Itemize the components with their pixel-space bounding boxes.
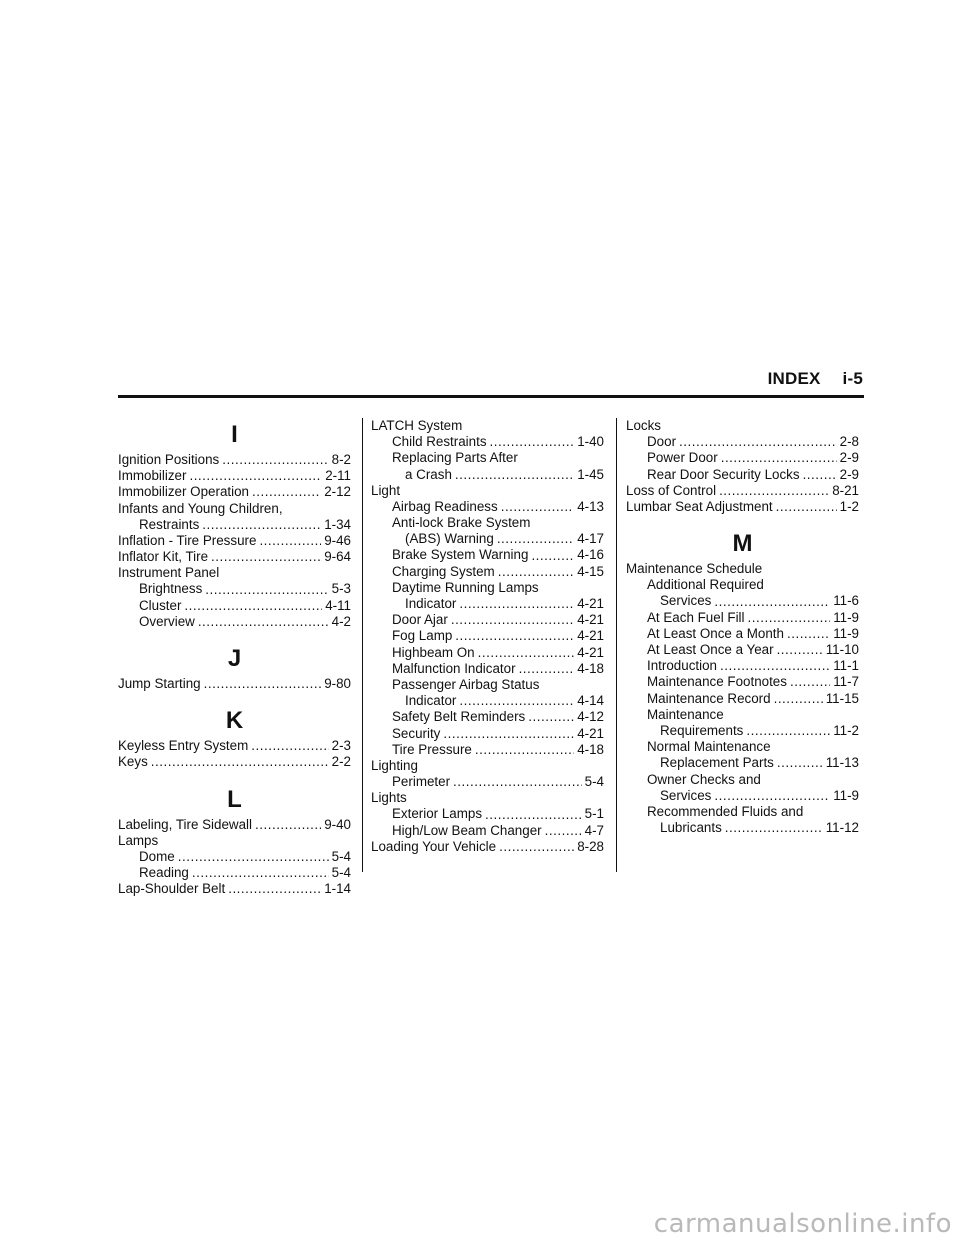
entry-page-ref: 11-7 — [833, 674, 859, 690]
index-entry — [371, 450, 604, 466]
header-title: INDEX — [767, 369, 821, 388]
entry-term: Light — [371, 482, 401, 498]
index-entry — [118, 501, 351, 517]
dot-leader — [453, 774, 582, 790]
entry-term: Introduction — [647, 658, 717, 674]
entry-page-ref: 11-9 — [833, 625, 859, 641]
index-entry — [626, 804, 859, 820]
index-entry — [371, 580, 604, 596]
dot-leader — [679, 434, 837, 450]
index-entry — [626, 674, 859, 690]
index-column-2 — [371, 418, 604, 855]
entry-term: Security — [392, 725, 441, 741]
dot-leader — [803, 467, 837, 483]
entry-term: Immobilizer — [118, 468, 187, 484]
index-entry — [118, 468, 351, 484]
section-spacer — [118, 692, 351, 704]
index-entry — [626, 418, 859, 434]
entry-page-ref: 1-45 — [577, 466, 604, 482]
dot-leader — [490, 434, 575, 450]
index-entry — [371, 661, 604, 677]
entry-page-ref: 9-80 — [324, 676, 351, 692]
entry-term: Keys — [118, 754, 148, 770]
section-letter: L — [227, 785, 242, 813]
entry-term: At Least Once a Year — [647, 642, 774, 658]
entry-term: Indicator — [405, 596, 457, 612]
dot-leader — [189, 468, 322, 484]
index-entry — [626, 467, 859, 483]
dot-leader — [184, 598, 322, 614]
dot-leader — [205, 582, 328, 598]
index-entry — [371, 483, 604, 499]
entry-term: Cluster — [139, 597, 182, 613]
index-entry — [626, 755, 859, 771]
entry-page-ref: 11-9 — [833, 609, 859, 625]
entry-term: Brightness — [139, 581, 203, 597]
entry-term: Requirements — [660, 722, 744, 738]
index-entry — [118, 833, 351, 849]
index-entry — [118, 676, 351, 692]
entry-term: Ignition Positions — [118, 451, 220, 467]
dot-leader — [204, 676, 322, 692]
entry-page-ref: 4-17 — [577, 531, 604, 547]
entry-term: Lap-Shoulder Belt — [118, 881, 226, 897]
index-entry — [118, 614, 351, 630]
index-column-1 — [118, 418, 351, 898]
index-entry — [118, 881, 351, 897]
dot-leader — [501, 499, 574, 515]
index-entry — [626, 658, 859, 674]
entry-term: Overview — [139, 613, 195, 629]
entry-term: LATCH System — [371, 417, 463, 433]
index-entry — [118, 549, 351, 565]
dot-leader — [774, 691, 823, 707]
dot-leader — [459, 596, 574, 612]
dot-leader — [777, 755, 823, 771]
index-entry — [371, 564, 604, 580]
dot-leader — [475, 742, 574, 758]
index-entry — [371, 467, 604, 483]
index-entry — [371, 774, 604, 790]
watermark-text: carmanualsonline.info — [653, 1209, 952, 1239]
entry-term: Labeling, Tire Sidewall — [118, 816, 252, 832]
entry-page-ref: 2-2 — [331, 754, 351, 770]
entry-page-ref: 5-3 — [331, 581, 351, 597]
entry-page-ref: 11-10 — [825, 642, 859, 658]
entry-term: Services — [660, 787, 712, 803]
entry-page-ref: 2-12 — [324, 484, 351, 500]
entry-page-ref: 4-11 — [325, 597, 351, 613]
index-entry — [371, 418, 604, 434]
section-letter: J — [227, 645, 242, 673]
entry-page-ref: 4-21 — [577, 596, 604, 612]
entry-page-ref: 4-16 — [577, 547, 604, 563]
index-column-3 — [626, 418, 859, 836]
entry-term: Loss of Control — [626, 482, 717, 498]
entry-page-ref: 4-7 — [584, 822, 604, 838]
dot-leader — [202, 517, 321, 533]
entry-term: Highbeam On — [392, 644, 475, 660]
index-entry — [626, 707, 859, 723]
entry-term: Rear Door Security Locks — [647, 466, 800, 482]
entry-page-ref: 11-9 — [833, 787, 859, 803]
dot-leader — [455, 467, 574, 483]
index-entry — [626, 642, 859, 658]
entry-page-ref: 9-46 — [324, 532, 351, 548]
index-entry — [371, 790, 604, 806]
index-entry — [371, 434, 604, 450]
index-entry — [118, 865, 351, 881]
entry-term: Safety Belt Reminders — [392, 709, 526, 725]
section-spacer — [626, 515, 859, 527]
entry-page-ref: 9-64 — [324, 549, 351, 565]
index-entry — [371, 807, 604, 823]
entry-term: Lumbar Seat Adjustment — [626, 498, 773, 514]
index-entry — [626, 739, 859, 755]
index-entry — [626, 577, 859, 593]
dot-leader — [251, 738, 328, 754]
index-entry — [371, 628, 604, 644]
entry-page-ref: 11-1 — [833, 658, 859, 674]
entry-page-ref: 4-18 — [577, 660, 604, 676]
index-entry — [118, 565, 351, 581]
entry-page-ref: 1-14 — [324, 881, 351, 897]
entry-term: Restraints — [139, 516, 200, 532]
dot-leader — [478, 645, 575, 661]
entry-page-ref: 11-15 — [825, 690, 859, 706]
entry-term: Locks — [626, 417, 661, 433]
index-entry — [371, 742, 604, 758]
dot-leader — [443, 726, 574, 742]
index-entry — [371, 823, 604, 839]
dot-leader — [192, 865, 329, 881]
entry-term: Replacing Parts After — [392, 450, 518, 466]
entry-term: Lighting — [371, 757, 418, 773]
entry-term: Dome — [139, 848, 175, 864]
index-entry — [118, 517, 351, 533]
entry-page-ref: 11-6 — [833, 593, 859, 609]
dot-leader — [748, 610, 831, 626]
entry-page-ref: 2-3 — [331, 738, 351, 754]
index-entry — [626, 594, 859, 610]
entry-page-ref: 1-40 — [577, 434, 604, 450]
entry-page-ref: 4-2 — [331, 613, 351, 629]
entry-term: Indicator — [405, 693, 457, 709]
entry-term: Tire Pressure — [392, 741, 472, 757]
index-entry — [626, 820, 859, 836]
dot-leader — [528, 709, 574, 725]
entry-term: Maintenance Record — [647, 690, 771, 706]
entry-page-ref: 5-4 — [331, 865, 351, 881]
dot-leader — [725, 820, 823, 836]
entry-term: Instrument Panel — [118, 565, 220, 581]
dot-leader — [531, 548, 574, 564]
index-entry — [371, 839, 604, 855]
entry-term: Inflation - Tire Pressure — [118, 532, 257, 548]
index-entry — [118, 452, 351, 468]
entry-term: Replacement Parts — [660, 755, 774, 771]
entry-page-ref: 2-9 — [839, 466, 859, 482]
entry-page-ref: 4-21 — [577, 612, 604, 628]
entry-term: a Crash — [405, 466, 452, 482]
index-entry — [626, 691, 859, 707]
index-entry — [626, 561, 859, 577]
index-entry — [626, 450, 859, 466]
index-entry — [626, 610, 859, 626]
entry-page-ref: 9-40 — [324, 816, 351, 832]
dot-leader — [455, 628, 574, 644]
entry-term: Lubricants — [660, 820, 722, 836]
index-entry — [626, 723, 859, 739]
entry-page-ref: 8-28 — [577, 838, 604, 854]
entry-term: Malfunction Indicator — [392, 660, 516, 676]
entry-term: Passenger Airbag Status — [392, 676, 540, 692]
entry-page-ref: 4-21 — [577, 628, 604, 644]
entry-term: Lights — [371, 790, 407, 806]
index-entry — [371, 758, 604, 774]
entry-page-ref: 5-1 — [584, 806, 604, 822]
entry-page-ref: 5-4 — [584, 774, 604, 790]
index-entry — [371, 709, 604, 725]
section-spacer — [118, 771, 351, 783]
entry-page-ref: 4-14 — [577, 693, 604, 709]
entry-page-ref: 11-2 — [833, 722, 859, 738]
entry-term: Door — [647, 434, 677, 450]
entry-page-ref: 4-21 — [577, 644, 604, 660]
index-entry — [118, 598, 351, 614]
entry-term: Airbag Readiness — [392, 498, 498, 514]
entry-term: Additional Required — [647, 577, 764, 593]
entry-page-ref: 4-21 — [577, 725, 604, 741]
entry-page-ref: 5-4 — [331, 848, 351, 864]
entry-term: Brake System Warning — [392, 547, 529, 563]
dot-leader — [178, 849, 329, 865]
entry-term: (ABS) Warning — [405, 531, 494, 547]
index-entry — [118, 533, 351, 549]
dot-leader — [519, 661, 575, 677]
entry-term: Fog Lamp — [392, 628, 453, 644]
entry-term: Loading Your Vehicle — [371, 838, 497, 854]
dot-leader — [498, 564, 574, 580]
entry-page-ref: 4-13 — [577, 498, 604, 514]
dot-leader — [259, 533, 321, 549]
dot-leader — [485, 807, 582, 823]
entry-term: Recommended Fluids and — [647, 803, 804, 819]
index-entry — [371, 596, 604, 612]
index-entry — [626, 772, 859, 788]
dot-leader — [228, 881, 321, 897]
entry-term: Exterior Lamps — [392, 806, 483, 822]
index-entry — [626, 483, 859, 499]
dot-leader — [720, 658, 830, 674]
page-number: i-5 — [842, 369, 863, 388]
entry-page-ref: 11-12 — [825, 820, 859, 836]
index-entry — [626, 788, 859, 804]
dot-leader — [211, 549, 321, 565]
dot-leader — [787, 626, 830, 642]
section-letter: M — [732, 530, 753, 558]
dot-leader — [790, 674, 830, 690]
entry-term: Owner Checks and — [647, 771, 761, 787]
entry-term: Child Restraints — [392, 434, 487, 450]
index-entry — [626, 499, 859, 515]
entry-page-ref: 2-11 — [325, 468, 351, 484]
section-letter: I — [231, 421, 238, 448]
dot-leader — [714, 788, 830, 804]
entry-term: Maintenance Schedule — [626, 561, 763, 577]
index-entry — [371, 612, 604, 628]
column-divider — [362, 418, 363, 872]
index-entry — [371, 645, 604, 661]
section-spacer — [118, 630, 351, 642]
column-divider — [616, 418, 617, 872]
index-entry — [371, 548, 604, 564]
entry-term: High/Low Beam Changer — [392, 822, 542, 838]
entry-page-ref: 8-2 — [331, 451, 351, 467]
index-entry — [371, 726, 604, 742]
dot-leader — [497, 531, 574, 547]
index-entry — [118, 754, 351, 770]
index-entry — [118, 849, 351, 865]
entry-page-ref: 2-9 — [839, 450, 859, 466]
dot-leader — [151, 754, 329, 770]
entry-term: Normal Maintenance — [647, 739, 771, 755]
entry-page-ref: 1-2 — [839, 498, 859, 514]
index-entry — [371, 515, 604, 531]
index-entry — [371, 531, 604, 547]
entry-term: Maintenance Footnotes — [647, 674, 787, 690]
entry-term: Inflator Kit, Tire — [118, 549, 209, 565]
dot-leader — [198, 614, 329, 630]
section-letter: K — [225, 707, 244, 735]
entry-term: Lamps — [118, 832, 159, 848]
entry-term: At Each Fuel Fill — [647, 609, 745, 625]
index-entry — [118, 582, 351, 598]
entry-page-ref: 1-34 — [324, 516, 351, 532]
dot-leader — [545, 823, 582, 839]
dot-leader — [777, 642, 823, 658]
entry-term: Door Ajar — [392, 612, 448, 628]
dot-leader — [451, 612, 574, 628]
dot-leader — [721, 450, 837, 466]
index-entry — [118, 738, 351, 754]
header-rule — [118, 395, 864, 398]
entry-term: Power Door — [647, 450, 718, 466]
index-entry — [118, 484, 351, 500]
dot-leader — [719, 483, 829, 499]
index-entry — [118, 817, 351, 833]
entry-term: Infants and Young Children, — [118, 500, 283, 516]
entry-term: Reading — [139, 865, 189, 881]
entry-page-ref: 2-8 — [839, 434, 859, 450]
entry-page-ref: 4-18 — [577, 741, 604, 757]
entry-term: Keyless Entry System — [118, 738, 249, 754]
entry-term: Perimeter — [392, 774, 451, 790]
entry-term: Jump Starting — [118, 676, 201, 692]
entry-term: Maintenance — [647, 706, 724, 722]
index-entry — [371, 499, 604, 515]
entry-term: Charging System — [392, 563, 495, 579]
dot-leader — [499, 839, 574, 855]
entry-term: Services — [660, 593, 712, 609]
index-entry — [371, 677, 604, 693]
entry-page-ref: 4-12 — [577, 709, 604, 725]
entry-term: Anti-lock Brake System — [392, 515, 531, 531]
dot-leader — [252, 484, 321, 500]
dot-leader — [714, 594, 830, 610]
entry-term: Daytime Running Lamps — [392, 579, 539, 595]
index-entry — [371, 693, 604, 709]
entry-page-ref: 8-21 — [832, 482, 859, 498]
dot-leader — [255, 817, 321, 833]
index-entry — [626, 626, 859, 642]
dot-leader — [776, 499, 837, 515]
dot-leader — [222, 452, 328, 468]
entry-term: Immobilizer Operation — [118, 484, 249, 500]
dot-leader — [459, 693, 574, 709]
entry-page-ref: 4-15 — [577, 563, 604, 579]
dot-leader — [746, 723, 830, 739]
entry-term: At Least Once a Month — [647, 625, 784, 641]
index-entry — [626, 434, 859, 450]
entry-page-ref: 11-13 — [825, 755, 859, 771]
page-header — [768, 369, 863, 389]
